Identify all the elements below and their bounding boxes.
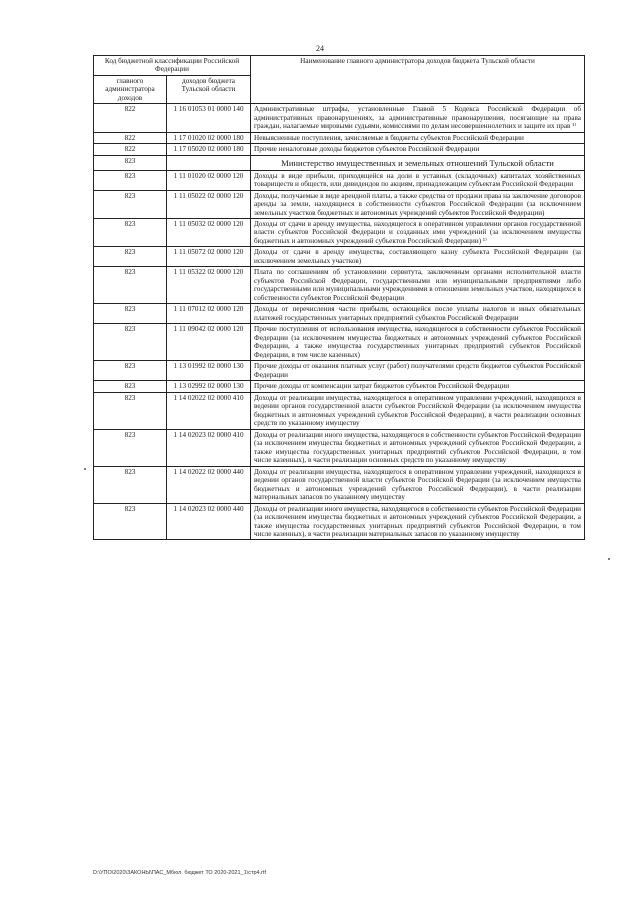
header-income-column: доходов бюджета Тульской области [167, 75, 251, 103]
admin-code-cell: 822 [94, 132, 167, 143]
admin-code-cell: 823 [94, 155, 167, 170]
ministry-heading-row [94, 155, 585, 170]
description-cell: Доходы от сдачи в аренду имущества, находящегося в оперативном управлении органов государственной власти субъектов Российской Федерации и созданных ими учреждений (за исключением имущества бюджетных и автономных учреждений субъектов Российской Федерации) ¹⁾ [251, 219, 585, 247]
header-name-column: Наименование главного администратора доходов бюджета Тульской области [251, 56, 585, 104]
description-cell: Плата по соглашениям об установлении сервитута, заключенным органами исполнительной власти субъектов Российской Федерации, государственными или муниципальными предприятиями либо государственными или муниципальными учреждениями в отношении земельных участков, находящихся в собственности субъектов Российской Федерации [251, 267, 585, 304]
table-row [94, 503, 585, 540]
table-row [94, 170, 585, 190]
description-cell: Прочие доходы от компенсации затрат бюджетов субъектов Российской Федерации [251, 381, 585, 392]
table-row [94, 392, 585, 429]
admin-code-cell: 823 [94, 219, 167, 247]
table-row [94, 219, 585, 247]
scan-mark [84, 468, 86, 470]
table-row [94, 381, 585, 392]
description-cell: Доходы от сдачи в аренду имущества, составляющего казну субъекта Российской Федерации (за исключением земельных участков) [251, 247, 585, 267]
admin-code-cell: 823 [94, 247, 167, 267]
description-cell: Министерство имущественных и земельных отношений Тульской области [251, 155, 585, 170]
income-code-cell: 1 16 01053 01 0000 140 [167, 104, 251, 132]
header-classification-group: Код бюджетной классификации Российской Федерации [94, 56, 251, 76]
table-row [94, 304, 585, 324]
income-code-cell: 1 14 02023 02 0000 410 [167, 429, 251, 466]
description-cell: Невыясненные поступления, зачисляемые в бюджеты субъектов Российской Федерации [251, 132, 585, 143]
table-row [94, 104, 585, 132]
table-row [94, 267, 585, 304]
budget-classification-table [93, 55, 585, 540]
income-code-cell: 1 14 02022 02 0000 440 [167, 466, 251, 503]
admin-code-cell: 823 [94, 429, 167, 466]
table-row [94, 144, 585, 155]
income-code-cell: 1 14 02023 02 0000 440 [167, 503, 251, 540]
description-cell: Прочие доходы от оказания платных услуг (работ) получателями средств бюджетов субъектов Российской Федерации [251, 361, 585, 381]
table-row [94, 429, 585, 466]
scan-mark [608, 558, 610, 560]
income-code-cell: 1 17 05020 02 0000 180 [167, 144, 251, 155]
admin-code-cell: 822 [94, 144, 167, 155]
header-admin-column: главного администратора доходов [94, 75, 167, 103]
table-row [94, 247, 585, 267]
income-code-cell [167, 155, 251, 170]
table-row [94, 132, 585, 143]
table-header-row [94, 56, 585, 76]
description-cell: Прочие поступления от использования имущества, находящегося в собственности субъектов Российской Федерации (за исключением имущества бюджетных и автономных учреждений субъектов Российской Федерации, а также имущества государственных унитарных предприятий субъектов Российской Федерации, в том числе казенных) [251, 324, 585, 361]
description-cell: Доходы от перечисления части прибыли, остающейся после уплаты налогов и иных обязательных платежей государственных унитарных предприятий субъектов Российской Федерации [251, 304, 585, 324]
description-cell: Доходы от реализации иного имущества, находящегося в собственности субъектов Российской Федерации (за исключением имущества бюджетных и автономных учреждений субъектов Российской Федерации, а также имущества государственных унитарных предприятий субъектов Российской Федерации, в том числе казенных), в части реализации материальных запасов по указанному имуществу [251, 503, 585, 540]
income-code-cell: 1 11 09042 02 0000 120 [167, 324, 251, 361]
description-cell: Доходы от реализации имущества, находящегося в оперативном управлении учреждений, находящихся в ведении органов государственной власти субъектов Российской Федерации (за исключением имущества бюджетных и автономных учреждений субъектов Российской Федерации), в части реализации материальных запасов по указанному имуществу [251, 466, 585, 503]
income-code-cell: 1 11 05032 02 0000 120 [167, 219, 251, 247]
description-cell: Доходы в виде прибыли, приходящейся на доли в уставных (складочных) капиталах хозяйственных товариществ и обществ, или дивидендов по акциям, принадлежащим субъектам Российской Федерации [251, 170, 585, 190]
admin-code-cell: 823 [94, 267, 167, 304]
admin-code-cell: 823 [94, 170, 167, 190]
description-cell: Административные штрафы, установленные Главой 5 Кодекса Российской Федерации об административных правонарушениях, за административные правонарушения, посягающие на права граждан, налагаемые мировыми судьями, комиссиями по делам несовершеннолетних и защите их прав ¹⁾ [251, 104, 585, 132]
admin-code-cell: 823 [94, 392, 167, 429]
table-row [94, 466, 585, 503]
income-code-cell: 1 14 02022 02 0000 410 [167, 392, 251, 429]
description-cell: Доходы от реализации имущества, находящегося в оперативном управлении учреждений, находящихся в ведении органов государственной власти субъектов Российской Федерации (за исключением имущества бюджетных и автономных учреждений субъектов Российской Федерации), в части реализации основных средств по указанному имуществу [251, 392, 585, 429]
income-code-cell: 1 11 05322 02 0000 120 [167, 267, 251, 304]
income-code-cell: 1 11 07012 02 0000 120 [167, 304, 251, 324]
page-number: 24 [316, 44, 324, 53]
description-cell: Прочие неналоговые доходы бюджетов субъектов Российской Федерации [251, 144, 585, 155]
table-row [94, 324, 585, 361]
admin-code-cell: 823 [94, 503, 167, 540]
income-code-cell: 1 13 01992 02 0000 130 [167, 361, 251, 381]
admin-code-cell: 823 [94, 361, 167, 381]
admin-code-cell: 823 [94, 190, 167, 218]
description-cell: Доходы от реализации иного имущества, находящегося в собственности субъектов Российской Федерации (за исключением имущества бюджетных и автономных учреждений субъектов Российской Федерации, а также имущества государственных унитарных предприятий субъектов Российской Федерации, в том числе казенных), в части реализации основных средств по указанному имуществу [251, 429, 585, 466]
table-row [94, 361, 585, 381]
income-code-cell: 1 11 01020 02 0000 120 [167, 170, 251, 190]
admin-code-cell: 822 [94, 104, 167, 132]
admin-code-cell: 823 [94, 466, 167, 503]
footer-file-path: D:\УПО\2020\ЗАКОНЫ\ПАС_Мбюл. бюджет ТО 2020-2021_1\стр4.rtf [93, 870, 266, 876]
income-code-cell: 1 13 02992 02 0000 130 [167, 381, 251, 392]
table-row [94, 190, 585, 218]
admin-code-cell: 823 [94, 324, 167, 361]
admin-code-cell: 823 [94, 381, 167, 392]
admin-code-cell: 823 [94, 304, 167, 324]
income-code-cell: 1 17 01020 02 0000 180 [167, 132, 251, 143]
description-cell: Доходы, получаемые в виде арендной платы, а также средства от продажи права на заключение договоров аренды за земли, находящиеся в собственности субъектов Российской Федерации (за исключением земельных участков бюджетных и автономных учреждений субъектов Российской Федерации) [251, 190, 585, 218]
income-code-cell: 1 11 05022 02 0000 120 [167, 190, 251, 218]
income-code-cell: 1 11 05072 02 0000 120 [167, 247, 251, 267]
